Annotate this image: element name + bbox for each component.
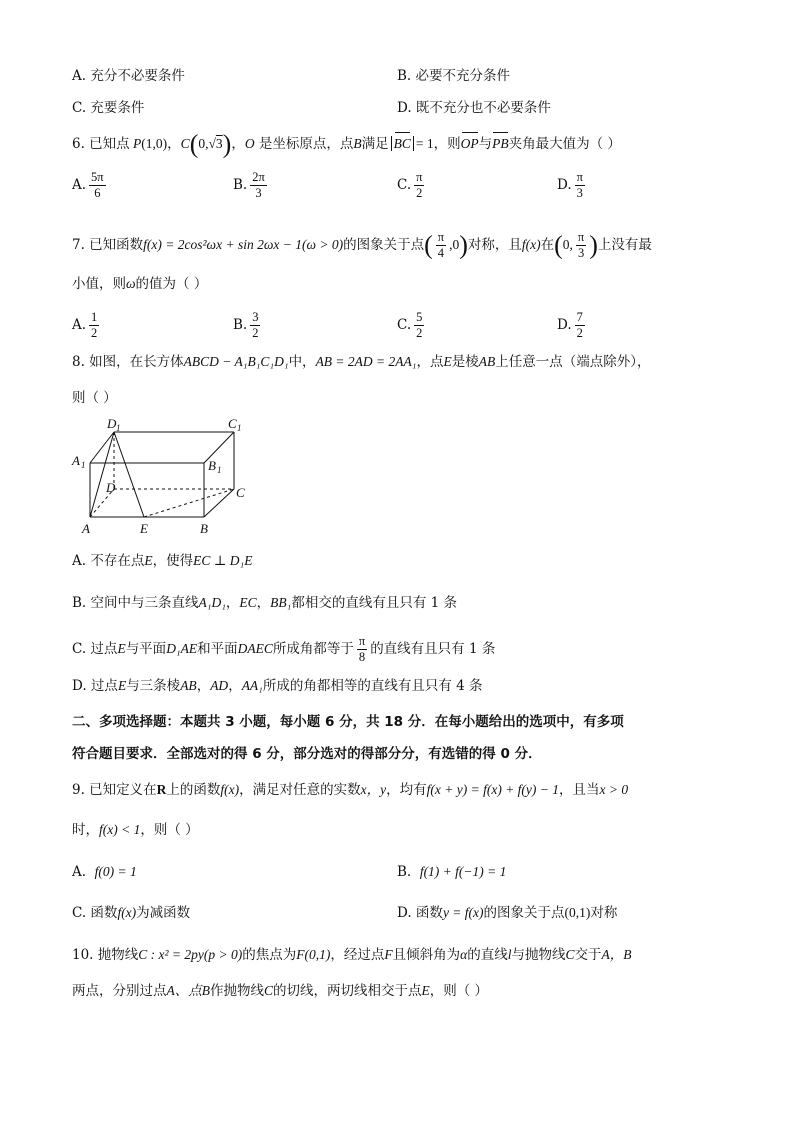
q9-option-b: B. f(1) + f(−1) = 1 xyxy=(397,864,507,880)
q7-stem-line1: 7. 已知函数f(x) = 2cos²ωx + sin 2ωx − 1(ω > 0)的图象关于点( $\frac{\pi}{4}$ ,0)对称，且f(x)在(0, $\frac{\pi}{3}$ )上没有最 xyxy=(72,230,652,260)
q5-option-a: A. 充分不必要条件 xyxy=(72,68,185,84)
q7-option-b: B. $\frac{3}{2}$ xyxy=(233,310,259,340)
q9-option-a: A. f(0) = 1 xyxy=(72,864,137,880)
section2-heading-line1: 二、多项选择题：本题共 3 小题，每小题 6 分，共 18 分．在每小题给出的选项中，有多项 xyxy=(72,714,624,730)
q9-stem-line2: 时，f(x) < 1，则（ ） xyxy=(72,822,199,838)
q7-option-c: C. $\frac{5}{2}$ xyxy=(397,310,423,340)
q7-option-d: D. $\frac{7}{2}$ xyxy=(557,310,583,340)
q10-stem-line1: 10. 抛物线C : x² = 2py(p > 0)的焦点为F(0,1)，经过点F且倾斜角为α的直线l与抛物线C交于A，B xyxy=(72,947,632,963)
label-a: A xyxy=(82,521,90,536)
cuboid-figure xyxy=(68,415,258,540)
q5-option-d: D. 既不充分也不必要条件 xyxy=(397,100,551,116)
label-b1-sub: 1 xyxy=(217,465,222,475)
label-e: E xyxy=(140,521,148,536)
q9-option-d: D. 函数y = f(x)的图象关于点(0,1)对称 xyxy=(397,905,618,921)
q8-option-b: B. 空间中与三条直线A₁D₁，EC，BB₁都相交的直线有且只有 1 条 xyxy=(72,595,458,611)
q8-option-c: C. 过点E与平面D₁AE和平面DAEC所成角都等于 $\frac{\pi}{8}$ 的直线有且只有 1 条 xyxy=(72,634,496,664)
label-a1-sub: 1 xyxy=(81,460,86,470)
label-d1: D xyxy=(107,416,117,431)
label-c: C xyxy=(236,485,245,500)
q9-option-c: C. 函数f(x)为减函数 xyxy=(72,905,191,921)
q10-stem-line2: 两点，分别过点A、点B作抛物线C的切线，两切线相交于点E，则（ ） xyxy=(72,983,489,999)
label-d: D xyxy=(106,480,116,495)
q8-stem-line2: 则（ ） xyxy=(72,390,117,406)
q8-option-d: D. 过点E与三条棱AB，AD，AA₁所成的角都相等的直线有且只有 4 条 xyxy=(72,678,483,694)
q9-stem-line1: 9. 已知定义在R上的函数f(x)，满足对任意的实数x，y，均有f(x + y) = f(x) + f(y) − 1，且当x > 0 xyxy=(72,782,629,798)
q6-stem: 6. 已知点 P(1,0)，C(0,√3)，O 是坐标原点，点B满足 BC = 1，则OP与PB夹角最大值为（ ） xyxy=(72,129,621,159)
label-a1: A xyxy=(72,453,80,468)
q7-option-a: A. $\frac{1}{2}$ xyxy=(72,310,98,340)
q6-option-d: D. $\frac{\pi}{3}$ xyxy=(557,170,583,200)
q6-option-a: A. $\frac{5\pi}{6}$ xyxy=(72,170,104,200)
label-b: B xyxy=(200,521,208,536)
q5-option-b: B. 必要不充分条件 xyxy=(397,68,511,84)
q6-option-b: B. $\frac{2\pi}{3}$ xyxy=(233,170,265,200)
q8-option-a: A. 不存在点E，使得EC ⊥ D₁E xyxy=(72,553,253,569)
label-c1-sub: 1 xyxy=(237,423,242,433)
section2-heading-line2: 符合题目要求．全部选对的得 6 分，部分选对的得部分分，有选错的得 0 分． xyxy=(72,746,542,762)
label-c1: C xyxy=(228,416,237,431)
label-d1-sub: 1 xyxy=(116,423,121,433)
q8-stem-line1: 8. 如图，在长方体ABCD − A₁B₁C₁D₁中，AB = 2AD = 2AA₁，点E是棱AB上任意一点（端点除外）， xyxy=(72,354,651,370)
q5-option-c: C. 充要条件 xyxy=(72,100,145,116)
q6-option-c: C. $\frac{\pi}{2}$ xyxy=(397,170,423,200)
q7-stem-line2: 小值，则ω的值为（ ） xyxy=(72,276,208,292)
label-b1: B xyxy=(208,458,216,473)
